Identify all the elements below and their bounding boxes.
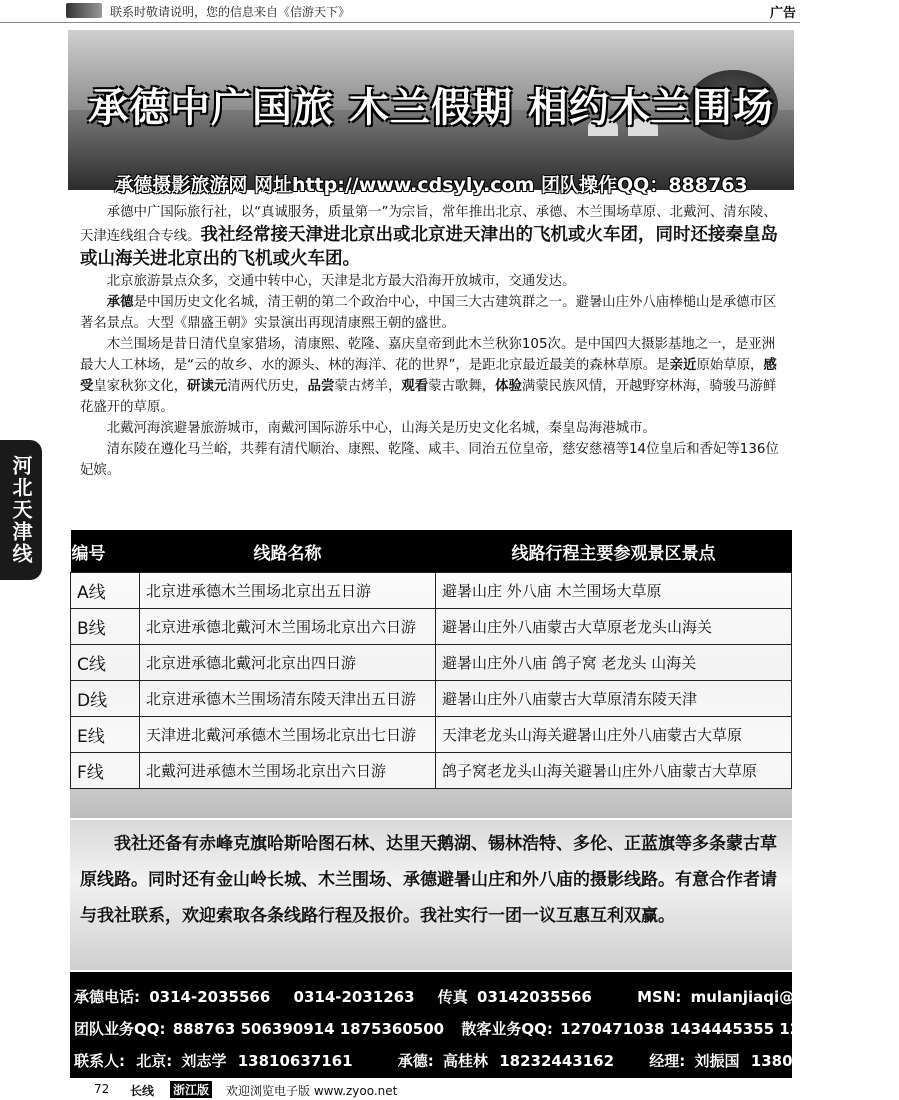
intro-kw-text: 皇家秋狝文化， (93, 379, 188, 394)
phone-label: 承德电话: (74, 988, 140, 1006)
route-code: B线 (71, 609, 140, 645)
banner-title: 承德中广国旅 木兰假期 相约木兰围场 (88, 85, 774, 131)
team-qq-numbers: 888763 506390914 1875360500 (172, 1020, 445, 1038)
beijing-contact-name: 刘志学 (181, 1052, 227, 1070)
chengde-label: 承德: (397, 1052, 434, 1070)
contact-row-persons (74, 1050, 866, 1071)
col-header-code: 编号 (71, 530, 140, 573)
table-header-row (71, 530, 792, 573)
intro-kw-text: 原始草原， (696, 358, 764, 373)
footer-brand: 长线 (130, 1084, 155, 1098)
msn-address: mulanjiaqi@hotmail.com (690, 988, 899, 1006)
route-name: 天津进北戴河承德木兰围场北京出七日游 (140, 717, 436, 753)
route-code: F线 (71, 753, 140, 789)
intro-kw-text: 蒙古歌舞， (428, 379, 496, 394)
manager-phone: 13803146270 (750, 1052, 866, 1070)
msn-label: MSN: (637, 988, 682, 1006)
route-code: E线 (71, 717, 140, 753)
table-row (71, 717, 792, 753)
intro-p1: 承德中广国际旅行社，以“真诚服务，质量第一”为宗旨，常年推出北京、承德、木兰围场草原、北戴河、清东陵、天津连线组合专线。 (80, 205, 777, 244)
contact-person-label: 联系人: (74, 1052, 125, 1070)
fax-number: 03142035566 (477, 988, 592, 1006)
chengde-contact-phone: 18232443162 (499, 1052, 615, 1070)
route-table (70, 530, 792, 789)
contact-row-phone (74, 986, 899, 1007)
manager-name: 刘振国 (694, 1052, 740, 1070)
team-qq-label: 团队业务QQ: (74, 1020, 166, 1038)
table-row (71, 681, 792, 717)
phone-number: 0314-2035566 (149, 988, 271, 1006)
banner (68, 30, 794, 196)
route-name: 北京进承德木兰围场清东陵天津出五日游 (140, 681, 436, 717)
col-header-name: 线路名称 (140, 530, 436, 573)
beijing-contact-phone: 13810637161 (237, 1052, 353, 1070)
contact-row-qq (74, 1018, 884, 1039)
intro-kw: 观看 (401, 379, 429, 394)
phone-number: 0314-2031263 (293, 988, 415, 1006)
intro-paragraph (80, 292, 786, 334)
contact-block (70, 972, 899, 1078)
intro-kw: 亲近 (669, 358, 697, 373)
fax-label: 传真 (437, 988, 468, 1006)
route-itinerary: 避暑山庄外八庙蒙古大草原清东陵天津 (436, 681, 792, 717)
ad-label: 广告 (769, 6, 796, 21)
beijing-label: 北京: (136, 1052, 173, 1070)
casual-qq-numbers: 1270471038 1434445355 1260102517 (560, 1020, 884, 1038)
intro-kw: 研读元 (187, 379, 228, 394)
promo-section (70, 820, 792, 970)
edition-badge: 浙江版 (170, 1081, 212, 1098)
route-name: 北戴河进承德木兰围场北京出六日游 (140, 753, 436, 789)
intro-text (80, 202, 786, 481)
banner-subtitle: 承德摄影旅游网 网址http://www.cdsyly.com 团队操作QQ：888763 (114, 174, 748, 196)
table-row (71, 753, 792, 789)
route-name: 北京进承德北戴河木兰围场北京出六日游 (140, 609, 436, 645)
route-itinerary: 鸽子窝老龙头山海关避暑山庄外八庙蒙古大草原 (436, 753, 792, 789)
intro-p3: 是中国历史文化名城，清王朝的第二个政治中心，中国三大古建筑群之一。避暑山庄外八庙棒槌山是承德市区著名景点。大型《鼎盛王朝》实景演出再现清康熙王朝的盛世。 (80, 295, 777, 331)
intro-kw: 品尝 (307, 379, 335, 394)
intro-p1-highlight: 我社经常接天津进北京出或北京进天津出的飞机或火车团，同时还接秦皇岛或山海关进北京出的飞机或火车团。 (80, 225, 779, 269)
route-code: C线 (71, 645, 140, 681)
intro-paragraph (80, 334, 786, 418)
page-footer (0, 1080, 800, 1100)
route-name: 北京进承德木兰围场北京出五日游 (140, 573, 436, 609)
promo-text: 我社还备有赤峰克旗哈斯哈图石林、达里天鹅湖、锡林浩特、多伦、正蓝旗等多条蒙古草原线路。同时还有金山岭长城、木兰围场、承德避暑山庄和外八庙的摄影线路。有意合作者请与我社联系，欢迎索取各条线路行程及报价。我社实行一团一议互惠互利双赢。 (80, 834, 777, 926)
route-code: A线 (71, 573, 140, 609)
region-tab: 河北天津线 (0, 440, 42, 580)
intro-kw-text: 蒙古烤羊， (334, 379, 402, 394)
col-header-route: 线路行程主要参观景区景点 (436, 530, 792, 573)
intro-paragraph: 北京旅游景点众多，交通中转中心，天津是北方最大沿海开放城市，交通发达。 (106, 274, 576, 289)
intro-paragraph: 清东陵在遵化马兰峪，共葬有清代顺治、康熙、乾隆、咸丰、同治五位皇帝，慈安慈禧等14位皇后和香妃等136位妃嫔。 (80, 442, 779, 478)
route-itinerary: 避暑山庄 外八庙 木兰围场大草原 (436, 573, 792, 609)
intro-kw-text: 清两代历史， (227, 379, 308, 394)
route-itinerary: 天津老龙头山海关避暑山庄外八庙蒙古大草原 (436, 717, 792, 753)
chengde-contact-name: 高桂林 (443, 1052, 489, 1070)
intro-kw: 感受 (80, 358, 777, 394)
intro-p4: 木兰围场是昔日清代皇家猎场，清康熙、乾隆、嘉庆皇帝到此木兰秋狝105次。是中国四大摄影基地之一，是亚洲最大人工林场，是“云的故乡、水的源头、林的海洋、花的世界”，是距北京最近最美的森林草原。是 (80, 337, 776, 373)
intro-paragraph (80, 202, 786, 271)
intro-kw-text: 满蒙民族风情，开越野穿林海，骑骏马游鲜花盛开的草原。 (80, 379, 777, 415)
casual-qq-label: 散客业务QQ: (461, 1020, 553, 1038)
intro-p3-lead: 承德 (106, 295, 134, 310)
table-row (71, 609, 792, 645)
header-notice: 联系时敬请说明，您的信息来自《信游天下》 (110, 5, 351, 19)
magazine-logo (66, 3, 102, 18)
intro-kw: 体验 (495, 379, 522, 394)
route-itinerary: 避暑山庄外八庙蒙古大草原老龙头山海关 (436, 609, 792, 645)
page-number: 72 (94, 1082, 110, 1096)
table-row (71, 573, 792, 609)
manager-label: 经理: (649, 1052, 686, 1070)
footer-text[interactable]: 欢迎浏览电子版 www.zyoo.net (226, 1084, 398, 1098)
top-bar (0, 0, 800, 23)
intro-paragraph: 北戴河海滨避暑旅游城市，南戴河国际游乐中心，山海关是历史文化名城，秦皇岛海港城市。 (106, 421, 656, 436)
table-row (71, 645, 792, 681)
route-itinerary: 避暑山庄外八庙 鸽子窝 老龙头 山海关 (436, 645, 792, 681)
route-code: D线 (71, 681, 140, 717)
route-name: 北京进承德北戴河北京出四日游 (140, 645, 436, 681)
